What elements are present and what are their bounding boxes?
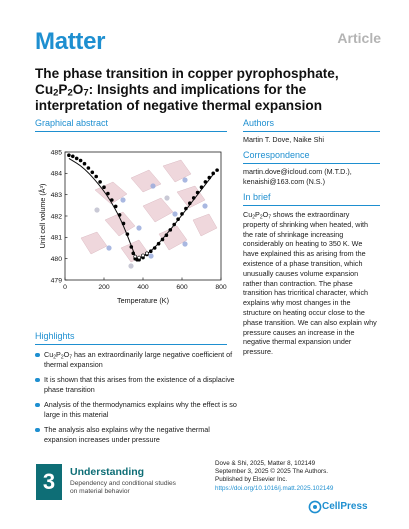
- highlight-item-3: Analysis of the thermodynamics explains why the effect is so large in this material: [35, 400, 254, 420]
- data-point: [91, 171, 94, 174]
- y-tick-label: 483: [50, 191, 62, 199]
- x-tick-label: 600: [176, 284, 188, 291]
- data-point: [126, 233, 129, 236]
- data-point: [118, 213, 121, 216]
- in-brief-line: considerably on heating to 350 K. We: [243, 239, 363, 249]
- atom-sphere: [182, 177, 187, 182]
- in-brief-line: property of shrinking when heated, with: [243, 219, 369, 229]
- highlight-item-2: It is shown that this arises from the existence of a displacive phase transition: [35, 375, 254, 395]
- title-line-3: interpretation of negative thermal expansion: [35, 98, 323, 113]
- bullet-icon: [35, 353, 40, 358]
- correspondence-emails[interactable]: [243, 167, 352, 187]
- title-line-2: $Cu_2P_2O_7$: Insights and implications for the: [35, 82, 307, 99]
- atom-sphere: [120, 197, 125, 202]
- in-brief-heading: In brief: [243, 192, 271, 202]
- atom-sphere: [94, 207, 99, 212]
- in-brief-rule: [243, 205, 380, 206]
- x-tick-label: 800: [215, 284, 227, 291]
- data-point: [95, 175, 98, 178]
- in-brief-line: explains why most changes in the: [243, 298, 351, 308]
- data-point: [216, 169, 219, 172]
- bullet-icon: [35, 403, 40, 408]
- data-point: [188, 202, 191, 205]
- data-point: [132, 252, 135, 255]
- data-point: [71, 155, 74, 158]
- graphical-abstract-figure: [35, 140, 230, 315]
- data-point: [83, 162, 86, 165]
- data-point: [110, 199, 113, 202]
- data-point: [161, 238, 164, 241]
- article-title: [35, 66, 355, 114]
- authors-names: Martin T. Dove, Naike Shi: [243, 135, 324, 144]
- data-point: [153, 247, 156, 250]
- understanding-badge: 3: [36, 464, 62, 500]
- data-point: [99, 180, 102, 183]
- y-tick-label: 480: [50, 255, 62, 263]
- y-tick-label: 479: [50, 277, 62, 285]
- polyhedron-shape: [131, 170, 161, 192]
- data-point: [75, 157, 78, 160]
- citation-line-1: Dove & Shi, 2025, Matter 8, 102149: [215, 460, 316, 467]
- citation-block: [215, 460, 333, 493]
- data-point: [142, 254, 145, 257]
- data-point: [173, 223, 176, 226]
- in-brief-text: [243, 210, 393, 357]
- data-point: [114, 205, 117, 208]
- atom-sphere: [202, 203, 207, 208]
- atom-sphere: [148, 253, 153, 258]
- graphical-abstract-rule: [35, 131, 227, 132]
- understanding-description: Dependency and conditional studies on material behavior: [70, 480, 176, 496]
- in-brief-line: existence of a phase transition, which: [243, 258, 363, 268]
- data-point: [165, 234, 168, 237]
- data-point: [145, 252, 148, 255]
- journal-name: Matter: [35, 28, 106, 55]
- data-point: [181, 212, 184, 215]
- email-dove[interactable]: martin.dove@icloud.com (M.T.D.),: [243, 167, 352, 176]
- data-point: [87, 167, 90, 170]
- data-point: [169, 228, 172, 231]
- authors-rule: [243, 131, 380, 132]
- data-point: [138, 256, 141, 259]
- correspondence-heading: Correspondence: [243, 150, 310, 160]
- in-brief-line: transition has tricritical character, which: [243, 288, 369, 298]
- atom-sphere: [136, 225, 141, 230]
- highlight-item-1: $Cu_2P_2O_7$ has an extraordinarily large negative coefficient of thermal expansion: [35, 350, 254, 370]
- data-point: [122, 222, 125, 225]
- polyhedron-shape: [143, 198, 173, 222]
- atom-sphere: [128, 263, 133, 268]
- data-point: [149, 250, 152, 253]
- data-point: [106, 192, 109, 195]
- citation-line-3: Published by Elsevier Inc.: [215, 476, 288, 484]
- atom-sphere: [182, 241, 187, 246]
- in-brief-line: pressure.: [243, 347, 273, 357]
- polyhedron-shape: [177, 186, 205, 208]
- data-point: [200, 186, 203, 189]
- x-tick-label: 200: [98, 284, 110, 291]
- article-type: Article: [337, 30, 381, 46]
- atom-sphere: [164, 195, 169, 200]
- cellpress-logo-icon: [308, 500, 322, 514]
- doi-link[interactable]: https://doi.org/10.1016/j.matt.2025.102149: [215, 484, 334, 492]
- atom-sphere: [150, 183, 155, 188]
- title-line-1: The phase transition in copper pyrophosphate,: [35, 66, 339, 81]
- x-tick-label: 0: [63, 284, 67, 291]
- understanding-label: Understanding: [70, 466, 145, 478]
- correspondence-rule: [243, 163, 380, 164]
- in-brief-line: phase transition. We can also explain why: [243, 317, 377, 327]
- y-tick-label: 482: [50, 213, 62, 221]
- highlights-rule: [35, 344, 227, 345]
- polyhedron-shape: [81, 232, 107, 254]
- publisher-logo-text: CellPress: [322, 501, 368, 512]
- citation-line-2: September 3, 2025 © 2025 The Authors.: [215, 468, 329, 476]
- data-point: [196, 191, 199, 194]
- in-brief-line-0: $Cu_2P_2O_7$ shows the extraordinary: [243, 210, 350, 221]
- in-brief-line: rather than contraction. The phase: [243, 278, 353, 288]
- data-point: [212, 172, 215, 175]
- y-tick-label: 484: [50, 170, 62, 178]
- authors-heading: Authors: [243, 118, 275, 128]
- in-brief-line: negative thermal expansion under: [243, 337, 352, 347]
- y-axis-label: Unit cell volume (Å³): [38, 183, 47, 249]
- polyhedron-shape: [193, 214, 217, 236]
- graphical-abstract-heading: Graphical abstract: [35, 118, 109, 128]
- data-point: [177, 218, 180, 221]
- atom-sphere: [106, 245, 111, 250]
- email-shi[interactable]: kenaishi@163.com (N.S.): [243, 176, 325, 186]
- plot-frame: [65, 152, 221, 280]
- data-point: [130, 245, 133, 248]
- in-brief-line: pressure causes an increase in the: [243, 327, 355, 337]
- data-point: [103, 186, 106, 189]
- data-point: [67, 154, 70, 157]
- in-brief-line: the rate of shrinkage increasing: [243, 229, 344, 239]
- bullet-icon: [35, 378, 40, 383]
- y-tick-label: 485: [50, 149, 62, 157]
- bullet-icon: [35, 428, 40, 433]
- data-point: [184, 207, 187, 210]
- data-point: [204, 180, 207, 183]
- atom-sphere: [172, 211, 177, 216]
- data-point: [134, 255, 137, 258]
- data-point: [208, 176, 211, 179]
- y-tick-label: 481: [50, 234, 62, 242]
- in-brief-line: unusually causes volume expansion: [243, 268, 359, 278]
- in-brief-line: structure on heating occur close to the: [243, 307, 365, 317]
- highlight-item-4: The analysis also explains why the negative thermal expansion increases under pressure: [35, 425, 254, 445]
- data-point: [192, 196, 195, 199]
- highlights-heading: Highlights: [35, 331, 75, 341]
- data-point: [79, 159, 82, 162]
- x-tick-label: 400: [137, 284, 149, 291]
- data-point: [157, 242, 160, 245]
- x-axis-label: Temperature (K): [117, 296, 169, 305]
- in-brief-line: have explained this as arising from the: [243, 249, 366, 259]
